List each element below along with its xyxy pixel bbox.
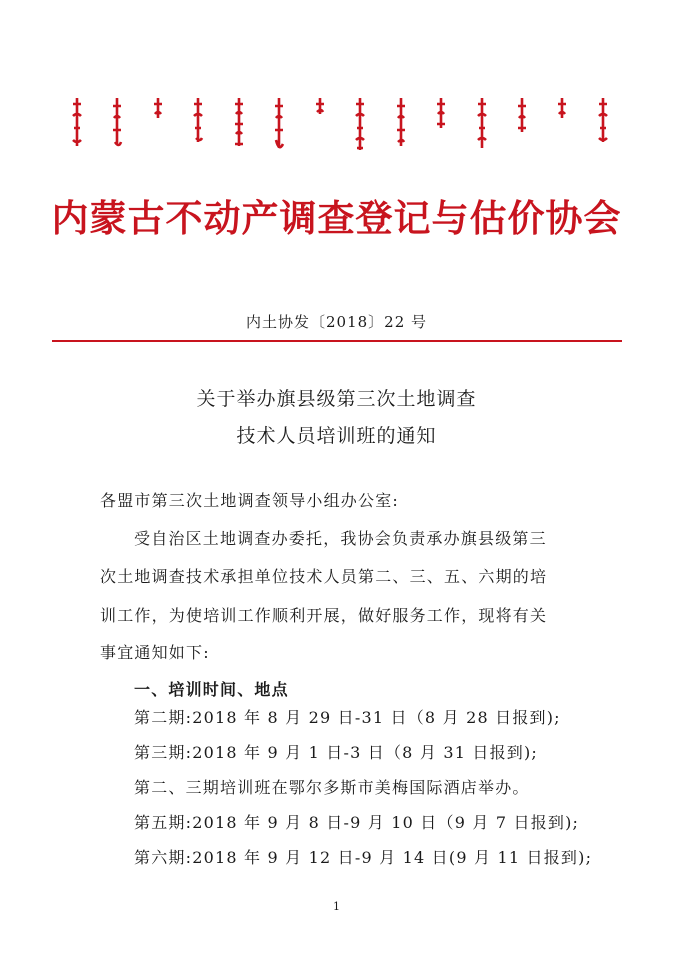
mongolian-word-9 <box>394 96 408 154</box>
paragraph-line: 事宜通知如下: <box>100 643 210 662</box>
page-number: 1 <box>333 900 340 913</box>
mongolian-word-13 <box>555 96 569 154</box>
mongolian-word-1 <box>70 96 84 154</box>
mongolian-word-11 <box>475 96 489 154</box>
schedule-item: 第二、三期培训班在鄂尔多斯市美梅国际酒店举办。 <box>134 778 530 797</box>
paragraph-line: 训工作，为使培训工作顺利开展，做好服务工作，现将有关 <box>100 606 548 625</box>
schedule-item: 第三期:2018 年 9 月 1 日-3 日（8 月 31 日报到); <box>134 743 539 762</box>
notice-title-line-1: 关于举办旗县级第三次土地调查 <box>196 388 477 410</box>
mongolian-word-8 <box>353 96 367 154</box>
mongolian-word-5 <box>232 96 246 154</box>
mongolian-word-7 <box>313 96 327 154</box>
schedule-item: 第二期:2018 年 8 月 29 日-31 日（8 月 28 日报到); <box>134 708 561 727</box>
mongolian-word-10 <box>434 96 448 154</box>
paragraph-line: 次土地调查技术承担单位技术人员第二、三、五、六期的培 <box>100 567 548 586</box>
paragraph-line: 受自治区土地调查办委托，我协会负责承办旗县级第三 <box>134 529 547 548</box>
mongolian-word-6 <box>272 96 286 154</box>
mongolian-word-3 <box>151 96 165 154</box>
salutation: 各盟市第三次土地调查领导小组办公室: <box>100 491 399 510</box>
red-divider <box>52 340 622 342</box>
mongolian-word-12 <box>515 96 529 154</box>
organization-name: 内蒙古不动产调查登记与估价协会 <box>51 196 622 240</box>
notice-title-line-2: 技术人员培训班的通知 <box>236 425 437 447</box>
mongolian-letterhead <box>70 96 610 166</box>
mongolian-word-14 <box>596 96 610 154</box>
mongolian-word-2 <box>110 96 124 154</box>
document-number: 内土协发〔2018〕22 号 <box>245 313 428 331</box>
section-heading: 一、培训时间、地点 <box>134 680 289 699</box>
schedule-item: 第六期:2018 年 9 月 12 日-9 月 14 日(9 月 11 日报到); <box>134 848 593 867</box>
mongolian-word-4 <box>191 96 205 154</box>
schedule-item: 第五期:2018 年 9 月 8 日-9 月 10 日（9 月 7 日报到); <box>134 813 580 832</box>
